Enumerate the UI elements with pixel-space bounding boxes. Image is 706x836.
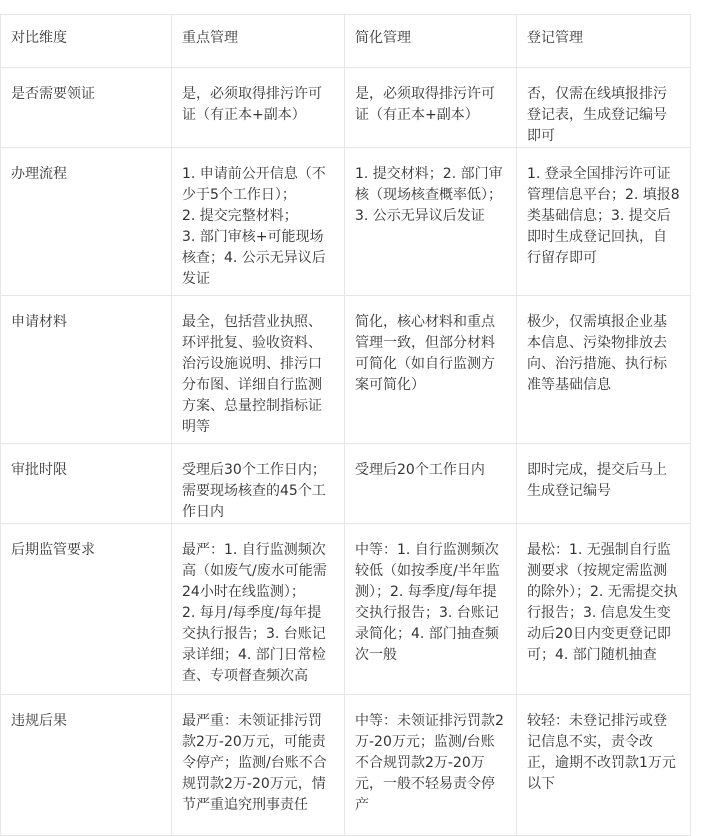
header-registration-text: 登记管理 — [527, 30, 583, 46]
header-simplified-text: 简化管理 — [355, 30, 411, 46]
cell-dimension — [1, 444, 172, 524]
cell-key — [172, 444, 345, 524]
cell-registration — [517, 524, 691, 695]
cell-key — [172, 296, 345, 444]
cell-registration-text: 否，仅需在线填报排污登记表，生成登记编号即可 — [527, 86, 667, 144]
cell-registration — [517, 68, 691, 148]
cell-dimension — [1, 695, 172, 836]
header-cell-key — [172, 15, 345, 68]
cell-simplified — [345, 296, 517, 444]
header-key-text: 重点管理 — [182, 30, 238, 46]
cell-simplified — [345, 695, 517, 836]
cell-key-text: 最严：1. 自行监测频次高（如废气/废水可能需24小时在线监测）； 2. 每月/每季度/每年提交执行报告；3. 台账记录详细；4. 部门日常检查、专项督查频次高 — [182, 542, 327, 684]
table-row — [1, 695, 691, 836]
cell-dimension — [1, 524, 172, 695]
cell-key-text: 是，必须取得排污许可证（有正本+副本） — [182, 86, 322, 123]
cell-simplified — [345, 148, 517, 296]
cell-key-text: 最全，包括营业执照、环评批复、验收资料、治污设施说明、排污口分布图、详细自行监测方案、总量控制指标证明等 — [182, 314, 322, 435]
cell-registration-text: 1. 登录全国排污许可证管理信息平台；2. 填报8类基础信息；3. 提交后即时生成登记回执，自行留存即可 — [527, 166, 680, 266]
cell-registration-text: 极少，仅需填报企业基本信息、污染物排放去向、治污措施、执行标准等基础信息 — [527, 314, 667, 393]
cell-registration — [517, 148, 691, 296]
cell-registration — [517, 296, 691, 444]
cell-registration-text: 最松：1. 无强制自行监测要求（按规定需监测的除外）；2. 无需提交执行报告；3. 信息发生变动后20日内变更登记即可；4. 部门随机抽查 — [527, 542, 678, 663]
cell-simplified-text: 简化，核心材料和重点管理一致，但部分材料可简化（如自行监测方案可简化） — [355, 314, 495, 393]
cell-simplified-text: 受理后20个工作日内 — [355, 462, 485, 478]
cell-registration — [517, 444, 691, 524]
cell-dimension-text: 办理流程 — [11, 166, 67, 182]
cell-key-text: 受理后30个工作日内；需要现场核查的45个工作日内 — [182, 462, 326, 520]
cell-dimension — [1, 296, 172, 444]
header-cell-simplified — [345, 15, 517, 68]
table-row — [1, 444, 691, 524]
cell-registration — [517, 695, 691, 836]
cell-dimension — [1, 148, 172, 296]
header-dimension-text: 对比维度 — [11, 30, 67, 46]
cell-dimension-text: 申请材料 — [11, 314, 67, 330]
cell-key — [172, 148, 345, 296]
cell-simplified-text: 中等：1. 自行监测频次较低（如按季度/半年监测）；2. 每季度/每年提交执行报告；3. 台账记录简化；4. 部门抽查频次一般 — [355, 542, 500, 663]
cell-key — [172, 68, 345, 148]
table-row — [1, 68, 691, 148]
cell-dimension-text: 审批时限 — [11, 462, 67, 478]
table-row — [1, 296, 691, 444]
cell-simplified-text: 是，必须取得排污许可证（有正本+副本） — [355, 86, 495, 123]
cell-key-text: 最严重：未领证排污罚款2万-20万元，可能责令停产；监测/台账不合规罚款2万-20万元，情节严重追究刑事责任 — [182, 713, 327, 813]
table-row — [1, 524, 691, 695]
comparison-table — [0, 14, 691, 836]
cell-dimension-text: 违规后果 — [11, 713, 67, 729]
header-cell-dimension — [1, 15, 172, 68]
cell-dimension-text: 后期监管要求 — [11, 542, 95, 558]
cell-simplified — [345, 444, 517, 524]
cell-simplified — [345, 524, 517, 695]
header-cell-registration — [517, 15, 691, 68]
table-header-row — [1, 15, 691, 68]
table-row — [1, 148, 691, 296]
cell-dimension-text: 是否需要领证 — [11, 86, 95, 102]
cell-key — [172, 695, 345, 836]
cell-simplified-text: 中等：未领证排污罚款2万-20万元；监测/台账不合规罚款2万-20万元，一般不轻易责令停产 — [355, 713, 504, 813]
cell-registration-text: 较轻：未登记排污或登记信息不实，责令改正，逾期不改罚款1万元以下 — [527, 713, 676, 792]
cell-dimension — [1, 68, 172, 148]
cell-key-text: 1. 申请前公开信息（不少于5个工作日）； 2. 提交完整材料； 3. 部门审核+可能现场核查；4. 公示无异议后发证 — [182, 166, 326, 287]
cell-simplified — [345, 68, 517, 148]
cell-registration-text: 即时完成，提交后马上生成登记编号 — [527, 462, 667, 499]
cell-simplified-text: 1. 提交材料；2. 部门审核（现场核查概率低）；3. 公示无异议后发证 — [355, 166, 503, 224]
cell-key — [172, 524, 345, 695]
